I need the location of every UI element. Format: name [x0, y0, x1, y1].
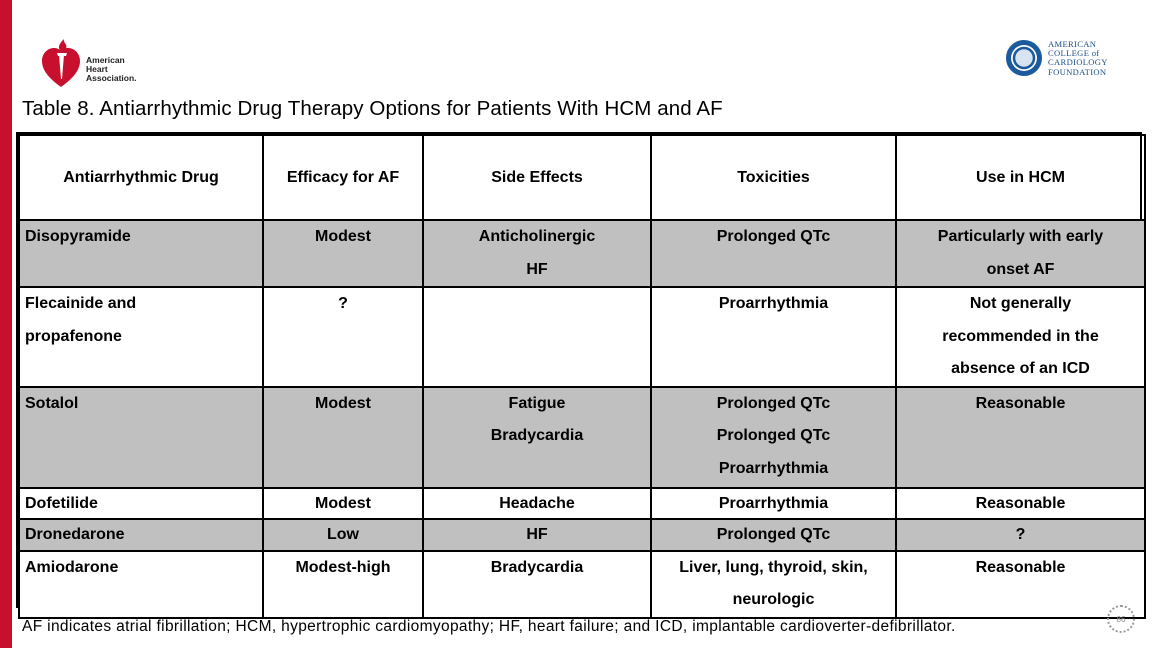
- cell-text: Proarrhythmia: [718, 295, 829, 312]
- cell-text: Disopyramide: [25, 228, 131, 245]
- cell-text: Modest: [315, 394, 371, 412]
- cell-text: recommended in the: [942, 327, 1099, 345]
- cell-text: Amiodarone: [25, 558, 119, 576]
- cell-side-effects: [423, 287, 651, 387]
- cell-drug: [19, 488, 263, 519]
- cell-text: Not generally: [969, 295, 1072, 312]
- accent-bar: [0, 0, 12, 648]
- aha-logo: [40, 34, 150, 90]
- cell-text: HF: [526, 525, 548, 543]
- cell-text: absence of an ICD: [951, 360, 1090, 377]
- column-header-drug: Antiarrhythmic Drug: [19, 135, 263, 220]
- cell-text: Reasonable: [975, 394, 1066, 412]
- cell-efficacy: [263, 519, 423, 551]
- cell-text: Modest: [315, 494, 371, 512]
- table-header-row: [19, 135, 1145, 220]
- cell-use-in-hcm: [896, 287, 1145, 387]
- acc-seal-icon: [1006, 40, 1042, 76]
- cell-text: Dofetilide: [25, 494, 98, 512]
- cell-text: Particularly with early: [937, 228, 1104, 245]
- table-row: [19, 387, 1145, 488]
- cell-text: Dronedarone: [25, 525, 125, 543]
- acc-logo-line: FOUNDATION: [1048, 66, 1107, 77]
- cell-toxicities: [651, 387, 896, 488]
- table-row: [19, 488, 1145, 519]
- cell-text: Prolonged QTc: [716, 228, 831, 245]
- cell-text: Proarrhythmia: [718, 459, 829, 477]
- cell-side-effects: [423, 220, 651, 287]
- cell-toxicities: [651, 220, 896, 287]
- cell-drug: [19, 519, 263, 551]
- acc-logo-line: COLLEGE of: [1048, 48, 1100, 59]
- cell-efficacy: [263, 551, 423, 618]
- cell-drug: [19, 387, 263, 488]
- cell-text: Modest-high: [295, 558, 391, 576]
- cell-side-effects: [423, 387, 651, 488]
- cell-text: Flecainide and: [25, 295, 137, 312]
- cell-use-in-hcm: [896, 551, 1145, 618]
- cell-efficacy: [263, 488, 423, 519]
- aha-logo-line: American: [86, 54, 125, 65]
- cell-text: Prolonged QTc: [716, 525, 831, 543]
- cell-efficacy: [263, 220, 423, 287]
- cell-text: Reasonable: [975, 558, 1066, 576]
- cell-text: neurologic: [732, 591, 815, 608]
- cell-text: Anticholinergic: [478, 228, 596, 245]
- column-header-side-effects: Side Effects: [423, 135, 651, 220]
- cell-efficacy: [263, 287, 423, 387]
- heart-torch-icon: [40, 35, 82, 89]
- cell-drug: [19, 220, 263, 287]
- cell-drug: [19, 551, 263, 618]
- cell-text: Proarrhythmia: [718, 494, 829, 512]
- acc-logo-line: CARDIOLOGY: [1048, 57, 1108, 68]
- cell-side-effects: [423, 488, 651, 519]
- cell-text: onset AF: [986, 260, 1055, 278]
- page-title: Table 8. Antiarrhythmic Drug Therapy Options for Patients With HCM and AF: [22, 97, 723, 120]
- cell-side-effects: [423, 519, 651, 551]
- table-row: [19, 519, 1145, 551]
- aha-logo-line: Association.: [86, 72, 137, 83]
- cell-side-effects: [423, 551, 651, 618]
- cell-text: Bradycardia: [490, 558, 584, 576]
- cell-text: ?: [338, 295, 348, 312]
- aha-logo-line: Heart: [86, 63, 108, 74]
- column-header-use-in-hcm: Use in HCM: [896, 135, 1145, 220]
- cell-text: Bradycardia: [490, 427, 584, 444]
- acc-logo-line: AMERICAN: [1048, 39, 1097, 49]
- cell-text: Sotalol: [25, 394, 79, 412]
- cell-toxicities: [651, 287, 896, 387]
- cell-text: ?: [1015, 525, 1026, 543]
- cell-use-in-hcm: [896, 387, 1145, 488]
- cell-text: Liver, lung, thyroid, skin,: [679, 558, 868, 576]
- column-header-toxicities: Toxicities: [651, 135, 896, 220]
- cell-toxicities: [651, 551, 896, 618]
- table-row: [19, 287, 1145, 387]
- cell-drug: [19, 287, 263, 387]
- cell-text: Reasonable: [975, 494, 1066, 512]
- slide-number: 86: [1107, 605, 1135, 633]
- cell-use-in-hcm: [896, 220, 1145, 287]
- cell-text: Fatigue: [508, 394, 566, 412]
- cell-text: Prolonged QTc: [716, 394, 831, 412]
- cell-text: Low: [327, 525, 359, 543]
- cell-toxicities: [651, 488, 896, 519]
- cell-toxicities: [651, 519, 896, 551]
- drug-therapy-table: [16, 132, 1142, 608]
- cell-text: Prolonged QTc: [716, 427, 831, 444]
- cell-text: Headache: [499, 494, 575, 512]
- cell-text: propafenone: [25, 327, 122, 345]
- cell-use-in-hcm: [896, 488, 1145, 519]
- table-row: [19, 220, 1145, 287]
- cell-text: Modest: [315, 228, 371, 245]
- cell-text: HF: [526, 260, 548, 278]
- table-footnote: AF indicates atrial fibrillation; HCM, hypertrophic cardiomyopathy; HF, heart failure; and ICD, implantable cardioverter-defibrillator.: [22, 618, 956, 635]
- acc-foundation-logo: [1006, 40, 1108, 77]
- column-header-efficacy: Efficacy for AF: [263, 135, 423, 220]
- table-row: [19, 551, 1145, 618]
- cell-efficacy: [263, 387, 423, 488]
- cell-use-in-hcm: [896, 519, 1145, 551]
